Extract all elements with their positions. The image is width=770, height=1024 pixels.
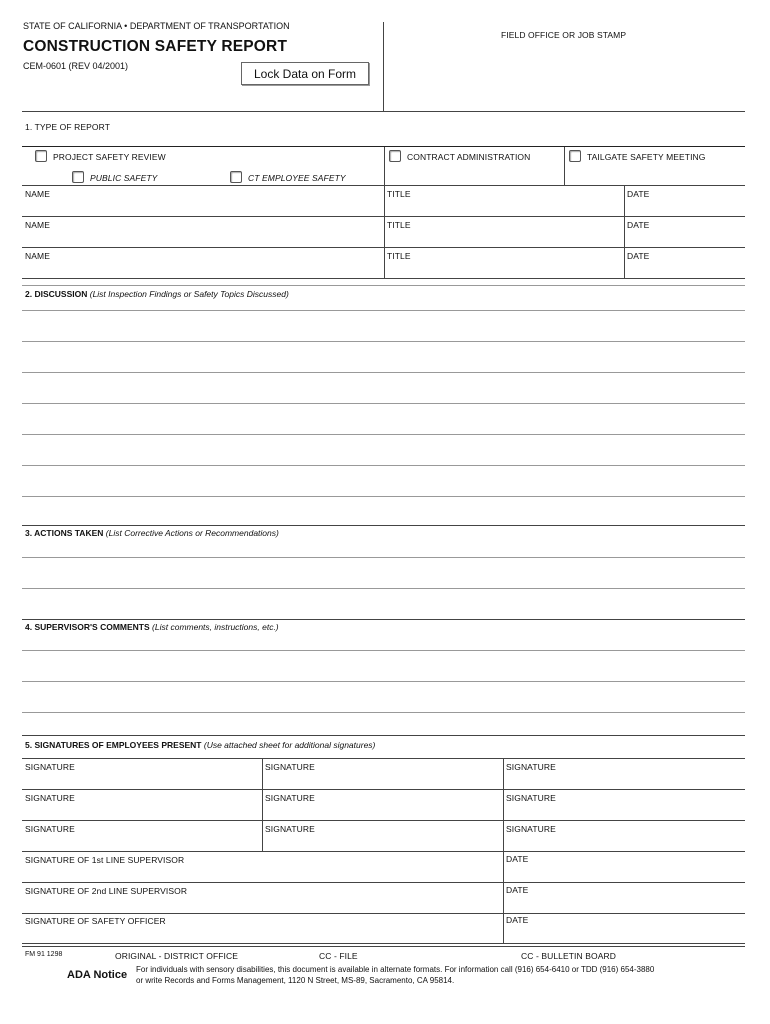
- date-label-3: DATE: [627, 251, 650, 261]
- signature-label-3-1: SIGNATURE: [25, 824, 75, 834]
- name-label-3: NAME: [25, 251, 50, 261]
- name-label-2: NAME: [25, 220, 50, 230]
- signature-label-3-3: SIGNATURE: [506, 824, 556, 834]
- discussion-hint: (List Inspection Findings or Safety Topics Discussed): [89, 289, 289, 299]
- name-label-1: NAME: [25, 189, 50, 199]
- actions-line-2[interactable]: [22, 588, 745, 589]
- discussion-line-1[interactable]: [22, 310, 745, 311]
- first-line-supervisor-label: SIGNATURE OF 1st LINE SUPERVISOR: [25, 855, 185, 865]
- signature-label-2-1: SIGNATURE: [25, 793, 75, 803]
- supervisor-line-1[interactable]: [22, 650, 745, 651]
- header-divider: [383, 22, 384, 111]
- section-signatures: [25, 740, 375, 750]
- discussion-line-3[interactable]: [22, 372, 745, 373]
- tailgate-safety-meeting-label: TAILGATE SAFETY MEETING: [587, 152, 706, 162]
- ada-line-1: For individuals with sensory disabilities, this document is available in alternate formats. For information call (916) 654-6410 or TDD (916) 654-3880: [136, 965, 655, 974]
- section-type-of-report: 1. TYPE OF REPORT: [25, 122, 110, 132]
- date-label-2: DATE: [627, 220, 650, 230]
- signature-label-1-3: SIGNATURE: [506, 762, 556, 772]
- signature-label-2-2: SIGNATURE: [265, 793, 315, 803]
- attendee-col-2: [624, 185, 625, 278]
- sig-rule-2: [22, 820, 745, 821]
- fm-code: FM 91 1298: [25, 951, 63, 958]
- actions-line-1[interactable]: [22, 557, 745, 558]
- title-label-2: TITLE: [387, 220, 411, 230]
- actions-label: 3. ACTIONS TAKEN: [25, 528, 104, 538]
- type-divider-1: [384, 147, 385, 185]
- safety-officer-label: SIGNATURE OF SAFETY OFFICER: [25, 916, 166, 926]
- ct-employee-safety-checkbox[interactable]: [230, 171, 242, 183]
- sig-col-2b: [503, 913, 504, 943]
- actions-hint: (List Corrective Actions or Recommendations): [105, 528, 279, 538]
- signatures-hint: (Use attached sheet for additional signatures): [203, 740, 376, 750]
- project-safety-review-checkbox[interactable]: [35, 150, 47, 162]
- discussion-line-6[interactable]: [22, 465, 745, 466]
- agency-line: STATE OF CALIFORNIA • DEPARTMENT OF TRANSPORTATION: [23, 21, 290, 31]
- title-label-1: TITLE: [387, 189, 411, 199]
- footer-rule-1: [22, 943, 745, 944]
- ct-employee-safety-label: CT EMPLOYEE SAFETY: [248, 173, 346, 183]
- discussion-label: 2. DISCUSSION: [25, 289, 88, 299]
- footer-rule-2: [22, 946, 745, 947]
- signature-label-1-1: SIGNATURE: [25, 762, 75, 772]
- sig-col-1: [262, 758, 263, 851]
- public-safety-checkbox[interactable]: [72, 171, 84, 183]
- sig-rule-3: [22, 851, 745, 852]
- form-title: CONSTRUCTION SAFETY REPORT: [23, 38, 288, 55]
- supervisor-hint: (List comments, instructions, etc.): [152, 622, 279, 632]
- discussion-line-4[interactable]: [22, 403, 745, 404]
- attendee-col-1: [384, 185, 385, 278]
- section-2-top-rule: [22, 285, 745, 286]
- section-supervisor: [25, 622, 279, 632]
- header-bottom-rule: [22, 111, 745, 112]
- tailgate-safety-meeting-checkbox[interactable]: [569, 150, 581, 162]
- sig-rule-5: [22, 913, 745, 914]
- signature-label-3-2: SIGNATURE: [265, 824, 315, 834]
- date-label-sup1: DATE: [506, 854, 529, 864]
- section-actions: [25, 528, 279, 538]
- project-safety-review-label: PROJECT SAFETY REVIEW: [53, 152, 166, 162]
- date-label-officer: DATE: [506, 915, 529, 925]
- signature-label-2-3: SIGNATURE: [506, 793, 556, 803]
- sig-rule-4: [22, 882, 745, 883]
- lock-data-button[interactable]: Lock Data on Form: [241, 62, 369, 85]
- public-safety-label: PUBLIC SAFETY: [90, 173, 158, 183]
- supervisor-line-2[interactable]: [22, 681, 745, 682]
- date-label-sup2: DATE: [506, 885, 529, 895]
- signature-label-1-2: SIGNATURE: [265, 762, 315, 772]
- type-divider-2: [564, 147, 565, 185]
- cc-file: CC - FILE: [319, 951, 358, 961]
- section-discussion: [25, 289, 289, 299]
- section-4-top-rule: [22, 619, 745, 620]
- section-5-top-rule: [22, 735, 745, 736]
- title-label-3: TITLE: [387, 251, 411, 261]
- supervisor-label: 4. SUPERVISOR'S COMMENTS: [25, 622, 150, 632]
- form-id: CEM-0601 (REV 04/2001): [23, 61, 129, 71]
- second-line-supervisor-label: SIGNATURE OF 2nd LINE SUPERVISOR: [25, 886, 188, 896]
- supervisor-line-3[interactable]: [22, 712, 745, 713]
- date-label-1: DATE: [627, 189, 650, 199]
- cc-bulletin-board: CC - BULLETIN BOARD: [521, 951, 616, 961]
- discussion-line-7[interactable]: [22, 496, 745, 497]
- sig-rule-0: [22, 758, 745, 759]
- original-copy: ORIGINAL - DISTRICT OFFICE: [115, 951, 239, 961]
- attendee-rule-3: [22, 278, 745, 279]
- ada-line-2: or write Records and Forms Management, 1120 N Street, MS-89, Sacramento, CA 95814.: [136, 976, 455, 985]
- contract-administration-checkbox[interactable]: [389, 150, 401, 162]
- contract-administration-label: CONTRACT ADMINISTRATION: [407, 152, 531, 162]
- signatures-label: 5. SIGNATURES OF EMPLOYEES PRESENT: [25, 740, 202, 750]
- discussion-line-2[interactable]: [22, 341, 745, 342]
- sig-rule-1: [22, 789, 745, 790]
- discussion-line-5[interactable]: [22, 434, 745, 435]
- sig-col-2: [503, 758, 504, 913]
- section-3-top-rule: [22, 525, 745, 526]
- ada-notice-label: ADA Notice: [67, 969, 128, 981]
- stamp-label: FIELD OFFICE OR JOB STAMP: [501, 30, 627, 40]
